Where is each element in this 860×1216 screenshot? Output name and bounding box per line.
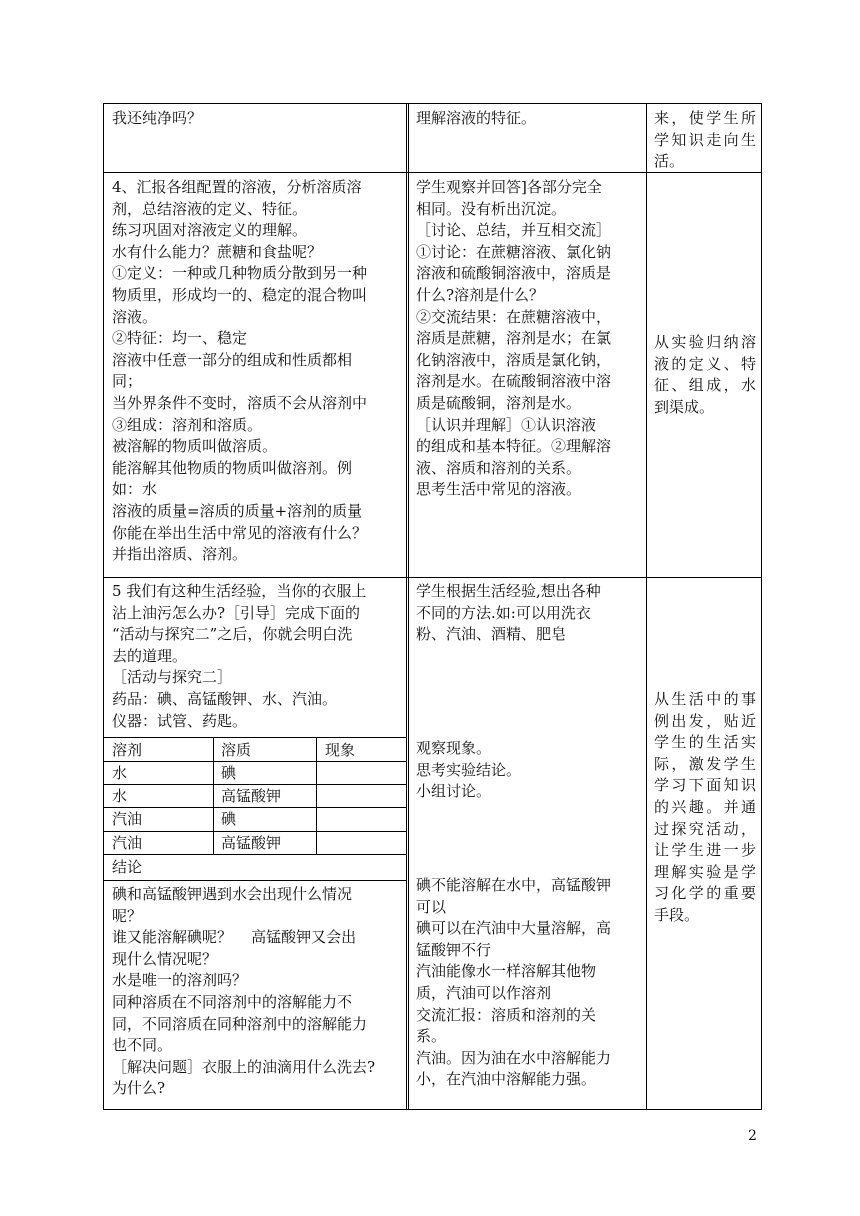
row3-middle-line: 可以 xyxy=(416,897,447,916)
row2-middle-line: 溶液和硫酸铜溶液中，溶质是 xyxy=(416,264,612,283)
row3-middle-line: 锰酸钾不行 xyxy=(416,940,492,959)
row3-middle-line: 交流汇报：溶质和溶剂的关 xyxy=(416,1005,597,1024)
row2-middle-line: ①讨论：在蔗糖溶液、氯化钠 xyxy=(416,242,612,261)
row3-question-line: 呢？ xyxy=(112,906,143,925)
row2-middle-line: 思考生活中常见的溶液。 xyxy=(416,480,582,499)
row2-middle-line: 液、溶质和溶剂的关系。 xyxy=(416,458,582,477)
row3-question-line: 谁又能溶解碘呢？ 高锰酸钾又会出 xyxy=(112,928,357,947)
row2-middle-line: ②交流结果：在蔗糖溶液中， xyxy=(416,307,612,326)
row3-question-line: 为什么? xyxy=(112,1079,166,1098)
row3-left-line: 沾上油污怎么办?［引导］完成下面的 xyxy=(112,603,361,622)
row3-question-line: ［解决问题］衣服上的油滴用什么洗去? xyxy=(112,1057,376,1076)
row3-question-line: 同，不同溶质在同种溶剂中的溶解能力 xyxy=(112,1014,368,1033)
row2-left-line: 溶液。 xyxy=(112,307,158,326)
row2-left-line: 当外界条件不变时，溶质不会从溶剂中 xyxy=(112,393,368,412)
row2-right-text: 从实验归纳溶液的定义、特征、组成，水到渠成。 xyxy=(654,333,756,416)
row2-middle-text xyxy=(416,177,644,501)
row3-middle-line: 粉、汽油、酒精、肥皂 xyxy=(416,625,567,644)
row2-left-text xyxy=(112,177,404,566)
row3-middle-top xyxy=(416,581,644,646)
row3-middle-line: 汽油。因为油在水中溶解能力 xyxy=(416,1048,612,1067)
row3-middle-line: 汽油能像水一样溶解其他物 xyxy=(416,962,597,981)
row2-middle-line: ［认识并理解］①认识溶液 xyxy=(416,415,597,434)
row2-middle-line: 的组成和基本特征。②理解溶 xyxy=(416,437,612,456)
row1-middle-line: 理解溶液的特征。 xyxy=(416,109,537,127)
row1-right-text: 来，使学生所学知识走向生活。 xyxy=(654,109,756,171)
row3-left-questions xyxy=(112,884,404,1100)
row3-left-line: 药品：碘、高锰酸钾、水、汽油。 xyxy=(112,689,338,708)
row3-middle-mid xyxy=(416,738,644,803)
row3-middle-line: 小组讨论。 xyxy=(416,782,492,801)
row2-middle-line: 相同。没有析出沉淀。 xyxy=(416,199,567,218)
row1-left-line: 我还纯净吗？ xyxy=(112,109,203,127)
row1-left-text xyxy=(112,108,402,130)
row3-left-line: 仪器：试管、药匙。 xyxy=(112,711,248,730)
row2-middle-line: ［讨论、总结，并互相交流］ xyxy=(416,221,612,240)
row3-middle-bottom xyxy=(416,875,644,1091)
row2-middle-line: 化钠溶液中，溶质是氯化钠， xyxy=(416,350,612,369)
row3-middle-line: 系。 xyxy=(416,1027,447,1046)
row2-middle-line: 学生观察并回答]各部分完全 xyxy=(416,178,602,196)
experiment-cell-solvent: 汽油 xyxy=(112,834,143,852)
row2-left-line: 物质里，形成均一的、稳定的混合物叫 xyxy=(112,285,368,304)
row1-middle-text xyxy=(416,108,644,130)
row2-left-line: 如：水 xyxy=(112,480,158,499)
row3-middle-line: 小，在汽油中溶解能力强。 xyxy=(416,1070,597,1089)
row2-left-line: ③组成：溶剂和溶质。 xyxy=(112,415,263,434)
row3-middle-line: 思考实验结论。 xyxy=(416,760,522,779)
row2-left-line: 被溶解的物质叫做溶质。 xyxy=(112,437,278,456)
row3-left-line: “活动与探究二”之后，你就会明白洗 xyxy=(112,625,353,644)
row2-left-line: 同； xyxy=(112,372,143,391)
row2-left-line: 剂，总结溶液的定义、特征。 xyxy=(112,199,308,218)
row3-left-intro xyxy=(112,581,404,732)
row3-middle-line: 碘不能溶解在水中，高锰酸钾 xyxy=(416,876,612,894)
row3-right-text: 从生活中的事例出发，贴近学生的生活实际，激发学生学习下面知识的兴趣。并通过探究活动，让学生进一步理解实验是学习化学的重要手段。 xyxy=(654,690,756,924)
experiment-header-phenomenon: 现象 xyxy=(325,741,356,759)
experiment-cell-solute: 高锰酸钾 xyxy=(221,787,282,805)
row3-question-line: 水是唯一的溶剂吗？ xyxy=(112,971,248,990)
row2-left-line: 你能在举出生活中常见的溶液有什么？ xyxy=(112,523,368,542)
row3-middle-line: 学生根据生活经验,想出各种 xyxy=(416,582,601,600)
row3-question-line: 现什么情况呢？ xyxy=(112,949,218,968)
row3-question-line: 也不同。 xyxy=(112,1036,173,1055)
experiment-header-solute: 溶质 xyxy=(221,741,252,759)
row2-middle-line: 什么?溶剂是什么？ xyxy=(416,285,545,304)
row2-middle-line: 质是硫酸铜，溶剂是水。 xyxy=(416,393,582,412)
experiment-cell-solute: 碘 xyxy=(221,810,237,828)
row2-left-line: 溶液中任意一部分的组成和性质都相 xyxy=(112,350,353,369)
experiment-cell-solvent: 汽油 xyxy=(112,810,143,828)
row2-left-line: 溶液的质量=溶质的质量+溶剂的质量 xyxy=(112,501,363,520)
row3-left-line: 5 我们有这种生活经验，当你的衣服上 xyxy=(112,582,367,600)
row2-left-line: 能溶解其他物质的物质叫做溶剂。例 xyxy=(112,458,353,477)
row2-middle-line: 溶质是蔗糖，溶剂是水；在氯 xyxy=(416,329,612,348)
row3-left-line: 去的道理。 xyxy=(112,646,188,665)
row2-left-line: 练习巩固对溶液定义的理解。 xyxy=(112,221,308,240)
experiment-cell-solvent: 水 xyxy=(112,787,128,805)
row3-middle-line: 碘可以在汽油中大量溶解，高 xyxy=(416,919,612,938)
row2-left-line: 并指出溶质、溶剂。 xyxy=(112,545,248,564)
row3-question-line: 碘和高锰酸钾遇到水会出现什么情况 xyxy=(112,885,353,903)
page-number: 2 xyxy=(748,1128,757,1144)
row3-middle-line: 质，汽油可以作溶剂 xyxy=(416,983,552,1002)
experiment-cell-solute: 碘 xyxy=(221,764,237,782)
row2-left-line: 4、汇报各组配置的溶液，分析溶质溶 xyxy=(112,178,362,196)
row2-middle-line: 溶剂是水。在硫酸铜溶液中溶 xyxy=(416,372,612,391)
experiment-cell-solvent: 水 xyxy=(112,764,128,782)
experiment-cell-solute: 高锰酸钾 xyxy=(221,834,282,852)
row3-middle-line: 不同的方法.如:可以用洗衣 xyxy=(416,603,591,622)
row3-left-line: ［活动与探究二］ xyxy=(112,668,233,687)
experiment-header-solvent: 溶剂 xyxy=(112,741,143,759)
row3-middle-line: 观察现象。 xyxy=(416,739,492,757)
row2-left-line: ①定义：一种或几种物质分散到另一种 xyxy=(112,264,368,283)
row2-left-line: ②特征：均一、稳定 xyxy=(112,329,248,348)
experiment-conclusion-label: 结论 xyxy=(112,858,143,876)
row2-left-line: 水有什么能力？蔗糖和食盐呢？ xyxy=(112,242,323,261)
row3-question-line: 同种溶质在不同溶剂中的溶解能力不 xyxy=(112,992,353,1011)
